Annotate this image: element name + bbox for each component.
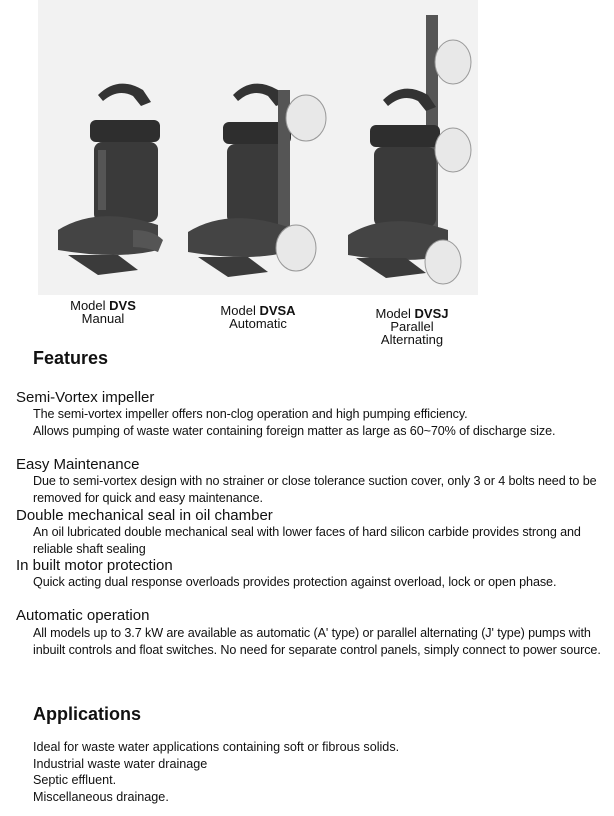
pump-dvs-image: [58, 84, 163, 275]
pump-dvsa-image: [188, 84, 326, 277]
feature-body: An oil lubricated double mechanical seal with lower faces of hard silicon carbide provides strong and reliable shaft sealing: [33, 525, 581, 556]
feature-title: Automatic operation: [16, 607, 150, 624]
list-item: Septic effluent.: [33, 773, 117, 787]
feature-body: Quick acting dual response overloads provides protection against overload, lock or open phase.: [33, 575, 557, 589]
list-item: Industrial waste water drainage: [33, 756, 208, 771]
list-item: Ideal for waste water applications containing soft or fibrous solids.: [33, 740, 400, 754]
feature-body: The semi-vortex impeller offers non-clog operation and high pumping efficiency. Allows pumping of waste water containing foreign matter as large as 60~70% of discharge size.: [33, 407, 556, 438]
feature-body: Due to semi-vortex design with no strainer or close tolerance suction cover, only 3 or 4 bolts need to be removed for quick and easy maintenance.: [33, 474, 597, 505]
features-heading: Features: [33, 348, 109, 368]
feature-title: Easy Maintenance: [16, 456, 140, 473]
model-caption-dvsj: Model DVSJ Parallel Alternating: [375, 306, 449, 347]
feature-title: Semi-Vortex impeller: [16, 389, 155, 406]
applications-list: [33, 739, 399, 805]
pump-dvsj-image: [348, 15, 471, 284]
model-caption-dvs: Model DVS Manual: [70, 298, 136, 326]
feature-title: Double mechanical seal in oil chamber: [16, 507, 273, 524]
feature-body: All models up to 3.7 kW are available as automatic (A' type) or parallel alternating (J' type) pumps with inbuilt controls and float switches. No need for separate control panels, simply connect to power source.: [33, 626, 601, 657]
model-caption-dvsa: Model DVSA Automatic: [220, 303, 296, 331]
product-photo: [38, 0, 478, 295]
list-item: Miscellaneous drainage.: [33, 789, 169, 804]
applications-heading: Applications: [33, 704, 142, 724]
feature-title: In built motor protection: [16, 557, 173, 574]
